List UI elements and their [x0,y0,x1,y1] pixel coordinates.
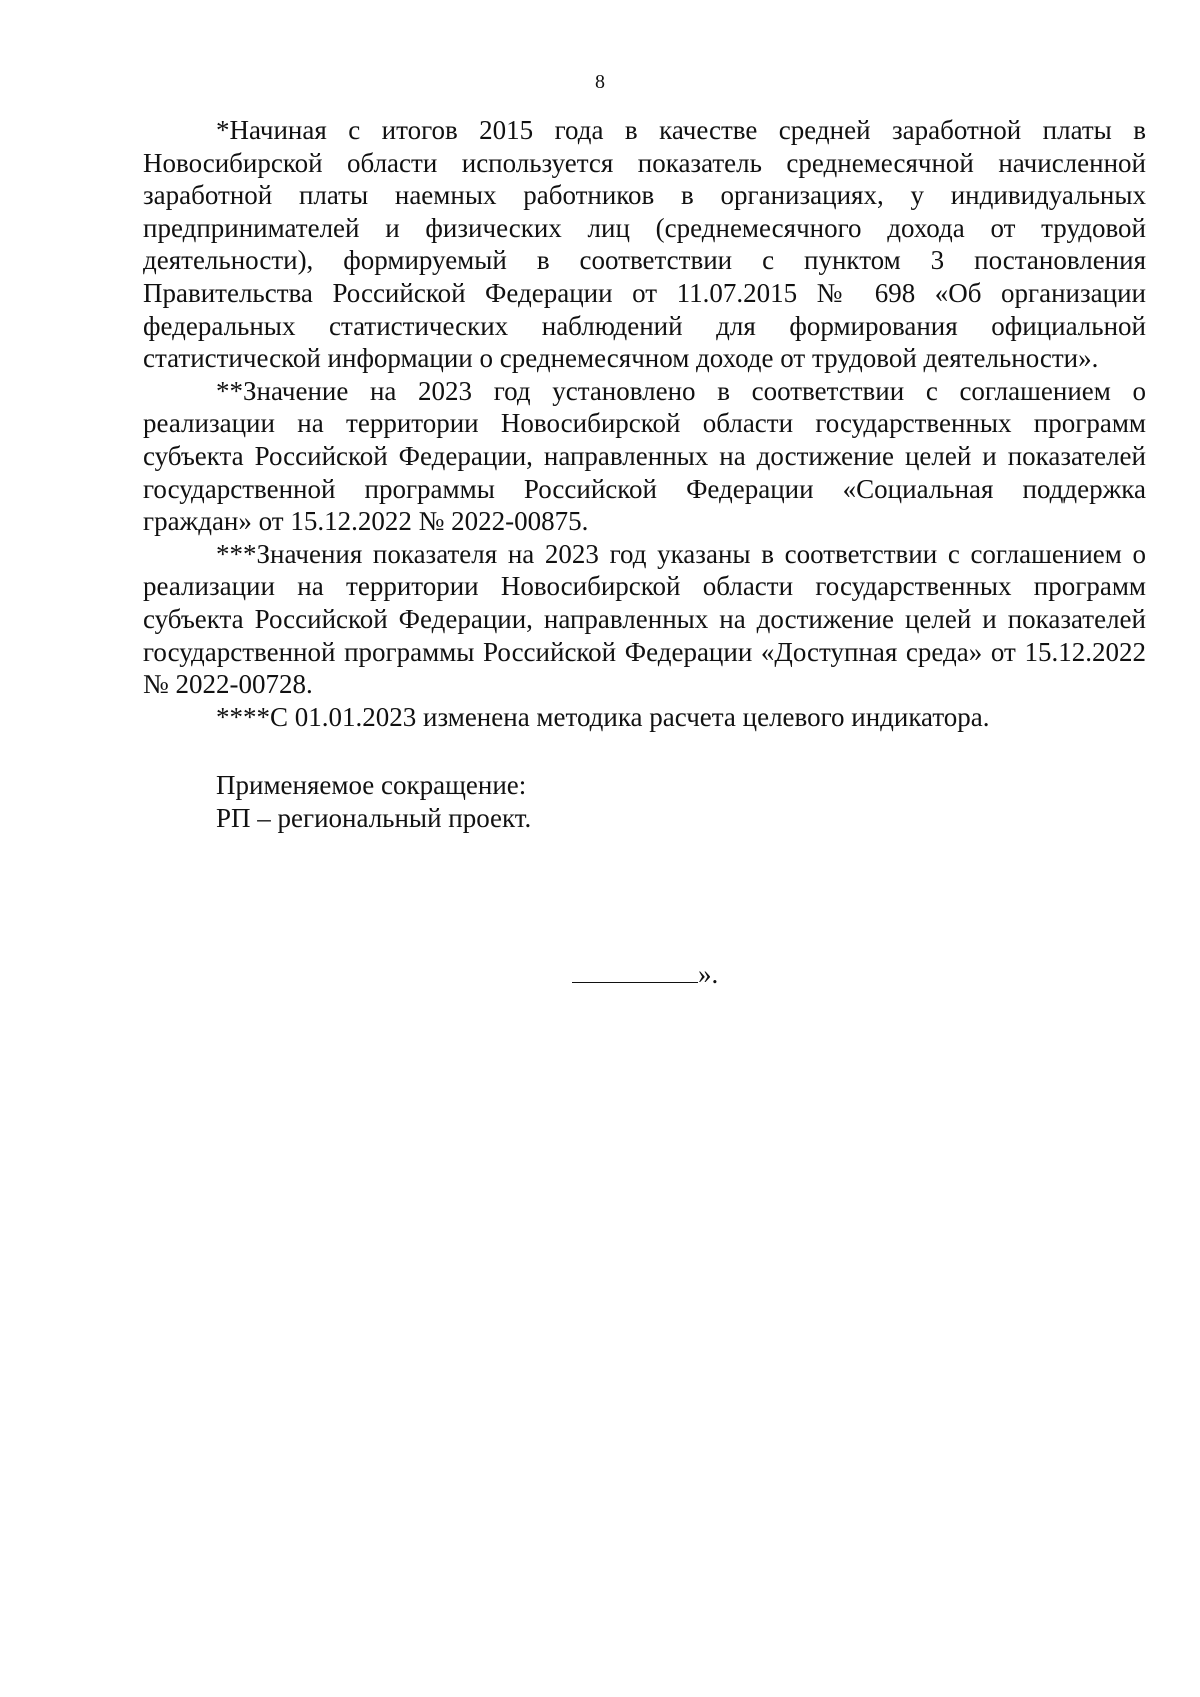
footnote-1: *Начиная с итогов 2015 года в качестве средней заработной платы в Новосибирской области используется показатель среднемесячной начисленной заработной платы наемных работников в организациях, у индивидуальных предпринимателей и физических лиц (среднемесячного дохода от трудовой деятельности), формируемый в соответствии с пунктом 3 постановления Правительства Российской Федерации от 11.07.2015 № 698 «Об организации федеральных статистических наблюдений для формирования официальной статистической информации о среднемесячном доходе от трудовой деятельности». [143,115,1146,374]
abbreviations-section [143,769,1146,834]
document-body [143,114,1146,834]
abbreviation-item: РП – региональный проект. [216,802,532,833]
closing-line [572,958,698,983]
page-number: 8 [595,71,605,93]
footnote-4: ****С 01.01.2023 изменена методика расчета целевого индикатора. [216,701,990,732]
footnote-3: ***Значения показателя на 2023 год указаны в соответствии с соглашением о реализации на территории Новосибирской области государственных программ субъекта Российской Федерации, направленных на достижение целей и показателей государственной программы Российской Федерации «Доступная среда» от 15.12.2022 № 2022-00728. [143,538,1146,700]
closing-quote-mark: ». [698,959,719,989]
abbreviations-heading: Применяемое сокращение: [216,770,527,801]
footnote-2: **Значение на 2023 год установлено в соответствии с соглашением о реализации на территории Новосибирской области государственных программ субъекта Российской Федерации, направленных на достижение целей и показателей государственной программы Российской Федерации «Социальная поддержка граждан» от 15.12.2022 № 2022-00875. [143,375,1146,537]
document-closing [572,958,718,990]
